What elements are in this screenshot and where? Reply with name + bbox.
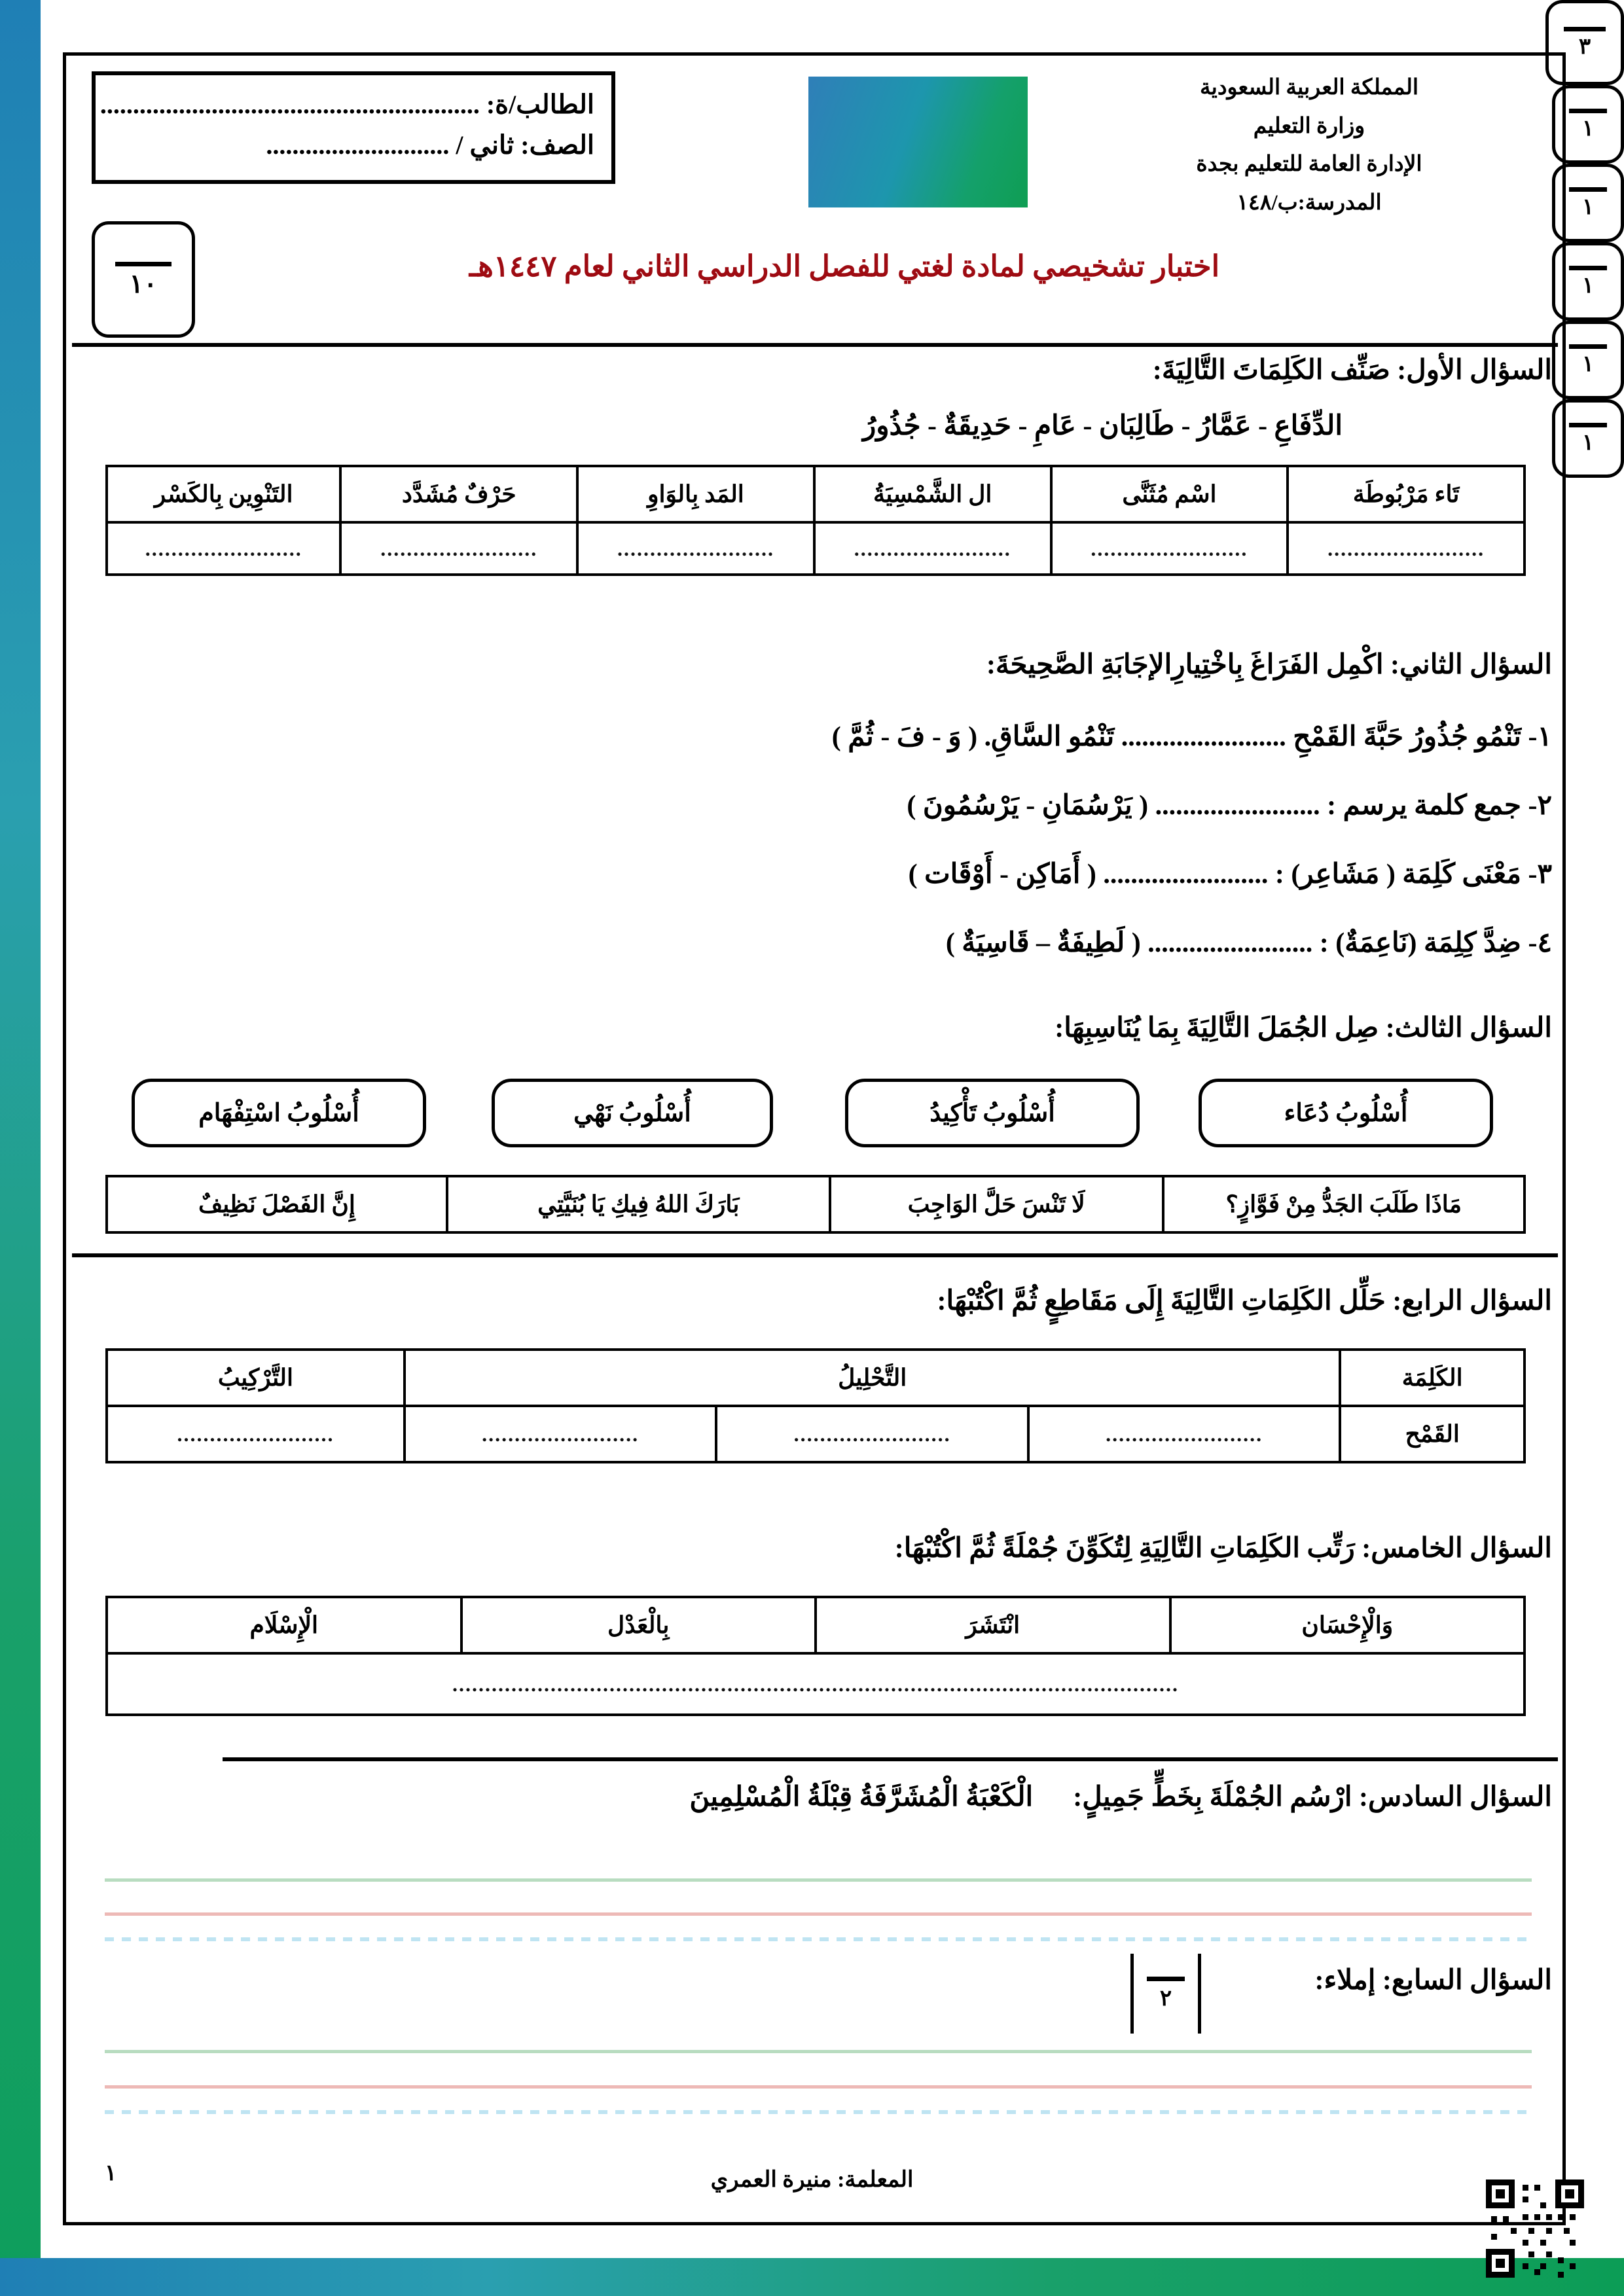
title-underline <box>72 343 1558 347</box>
sentence-answer-row[interactable] <box>107 1653 1525 1715</box>
answer-cell-shadda[interactable]: ........................ <box>340 522 577 575</box>
synthesis-answer-cell[interactable]: ........................ <box>107 1406 405 1462</box>
ministry-line-admin: الإدارة العامة للتعليم بجدة <box>1196 152 1422 177</box>
question-5-score-value: ١ <box>1581 351 1595 376</box>
answer-cell-tanween-kasr[interactable]: ........................ <box>107 522 340 575</box>
style-option-istifham[interactable]: أُسْلُوبُ اسْتِفْهَام <box>132 1079 426 1147</box>
score-divider-line <box>1564 27 1606 31</box>
scrambled-word-4[interactable]: الْإِسْلَام <box>107 1597 461 1653</box>
question-6-separator <box>223 1757 1558 1761</box>
score-divider-line <box>1569 266 1607 270</box>
question-1-score-value: ٣ <box>1578 34 1591 59</box>
score-divider-line <box>1147 1977 1185 1981</box>
handwriting-guide-line-green-1 <box>105 1878 1532 1882</box>
column-header-al-shamsiya: ال الشَّمْسِيَةُ <box>814 466 1051 522</box>
footer-page-number: ١ <box>105 2161 117 2185</box>
analysis-word-value: القَمْح <box>1340 1406 1525 1462</box>
question-7-score-value: ٢ <box>1159 1986 1172 2011</box>
style-option-duaa[interactable]: أُسْلُوبُ دُعَاء <box>1199 1079 1493 1147</box>
ministry-line-school: المدرسة:ب/١٤٨ <box>1236 191 1382 215</box>
question-6-score-value: ١ <box>1581 430 1595 455</box>
scrambled-word-2[interactable]: انْتَشَرَ <box>816 1597 1170 1653</box>
column-header-analysis: التَّحْلِيلُ <box>405 1350 1341 1406</box>
sentence-cell-question[interactable]: مَاذَا طَلَبَ الجَدُّ مِنْ فَوَّازٍ؟ <box>1163 1176 1525 1232</box>
sentence-row <box>107 1176 1525 1232</box>
total-score-value: ١٠ <box>129 268 158 298</box>
question-6-sentence: الْكَعْبَةُ الْمُشَرَّفَةُ قِبْلَةُ الْمُسْلِمِينَ <box>689 1782 1034 1812</box>
handwriting-guide-line-dashed-2 <box>105 2110 1532 2114</box>
question-3-score-value: ١ <box>1581 194 1595 219</box>
column-header-word: الكَلِمَة <box>1340 1350 1525 1406</box>
sentence-cell-prayer[interactable]: بَارَكَ اللهُ فِيكِ يَا بُنَيَّتِي <box>447 1176 830 1232</box>
column-header-tanween-kasr: التَنْوِين بِالكَسْر <box>107 466 340 522</box>
scrambled-word-1[interactable]: وَالْإِحْسَان <box>1170 1597 1525 1653</box>
question-2-item-4[interactable]: ٤- ضِدَّ كِلِمَة (نَاعِمَةٌ) : ........................ ( لَطِيفَةٌ – قَاسِيَةٌ ) <box>945 928 1552 958</box>
question-1-classify-table[interactable] <box>105 465 1526 576</box>
question-3-sentences-table[interactable] <box>105 1175 1526 1234</box>
footer-teacher-name: المعلمة: منيرة العمري <box>710 2168 914 2192</box>
scrambled-word-3[interactable]: بِالْعَدْل <box>461 1597 816 1653</box>
handwriting-guide-line-pink-1 <box>105 1912 1532 1916</box>
column-header-synthesis: التَّرْكِيبُ <box>107 1350 405 1406</box>
question-7-heading: السؤال السابع: إملاء: <box>1314 1965 1552 1996</box>
sentence-cell-emphasis[interactable]: إِنَّ الفَصْلَ نَظِيفٌ <box>107 1176 447 1232</box>
table-answer-row[interactable] <box>107 1406 1525 1462</box>
sentence-cell-negation[interactable]: لَا تَنْسَ حَلَّ الوَاجِبَ <box>830 1176 1163 1232</box>
analysis-syllable-cell-3[interactable]: ........................ <box>405 1406 717 1462</box>
qr-code[interactable] <box>1486 2179 1584 2278</box>
student-class-field[interactable]: الصف: ثاني / ............................ <box>266 130 594 160</box>
ministry-logo <box>808 77 1028 207</box>
question-5-answer-cell[interactable]: ............................................................................................................... <box>107 1653 1525 1715</box>
question-2-item-3[interactable]: ٣- مَعْنَى كَلِمَة ( مَشَاعِر) : ........................ ( أَمَاكِن - أَوْقَات ) <box>908 859 1552 889</box>
handwriting-guide-line-green-2 <box>105 2050 1532 2053</box>
score-divider-line <box>1569 187 1607 192</box>
style-option-tawkid[interactable]: أُسْلُوبُ تَأْكِيدُ <box>845 1079 1140 1147</box>
scrambled-words-row <box>107 1597 1525 1653</box>
question-5-heading: السؤال الخامس: رَتِّب الكَلِمَاتِ التَّالِيَةِ لِتُكَوِّنَ جُمْلَةً ثُمَّ اكْتُبْهَا: <box>894 1534 1552 1564</box>
score-divider-line <box>1569 109 1607 113</box>
question-4-heading: السؤال الرابع: حَلِّل الكَلِمَاتِ التَّالِيَةَ إِلَى مَقَاطِعٍ ثُمَّ اكْتُبْهَا: <box>937 1286 1552 1316</box>
column-header-madd-waw: المَد بِالوَاوِ <box>577 466 814 522</box>
ministry-heading <box>1106 69 1512 223</box>
question-1-heading: السؤال الأول: صَنِّف الكَلِمَاتَ التَّالِيَةَ: <box>1152 355 1552 386</box>
question-2-heading: السؤال الثاني: اكْمِل الفَرَاغَ بِاخْتِيارِالإجَابَةِ الصَّحِيحَةَ: <box>986 650 1552 680</box>
exam-title: اختبار تشخيصي لمادة لغتي للفصل الدراسي الثاني لعام ١٤٤٧هـ <box>469 250 1220 283</box>
handwriting-guide-line-pink-2 <box>105 2085 1532 2089</box>
score-divider-line <box>1569 423 1607 427</box>
table-header-row <box>107 1350 1525 1406</box>
question-2-score-value: ١ <box>1581 116 1595 141</box>
handwriting-guide-line-dashed-1 <box>105 1937 1532 1941</box>
answer-cell-dual-noun[interactable]: ........................ <box>1051 522 1288 575</box>
analysis-syllable-cell-1[interactable]: ........................ <box>1028 1406 1341 1462</box>
question-7-score-box[interactable] <box>1130 1954 1201 2034</box>
column-header-dual-noun: اسْم مُثَنَّى <box>1051 466 1288 522</box>
page-edge-gradient-bottom <box>0 2258 1624 2296</box>
ministry-line-ministry: وزارة التعليم <box>1253 114 1365 138</box>
question-2-item-2[interactable]: ٢- جمع كلمة يرسم : ........................ ( يَرْسُمَانِ - يَرْسُمُونَ ) <box>907 791 1552 821</box>
document-header <box>72 62 1558 232</box>
score-divider-line <box>115 262 171 266</box>
table-header-row <box>107 466 1525 522</box>
student-info-box <box>92 71 615 184</box>
total-score-box[interactable] <box>92 221 195 338</box>
question-4-score-value: ١ <box>1581 273 1595 298</box>
answer-cell-taa-marbuta[interactable]: ........................ <box>1288 522 1525 575</box>
question-3-heading: السؤال الثالث: صِل الجُمَلَ التَّالِيَةَ بِمَا يُنَاسِبِهَا: <box>1055 1013 1552 1043</box>
question-4-separator <box>72 1253 1558 1257</box>
table-answer-row[interactable] <box>107 522 1525 575</box>
question-1-word-bank: الدِّفَاعِ - عَمَّارُ - طَالِبَان - عَامِ - حَدِيقَةٌ - جُذُورُ <box>862 411 1343 441</box>
column-header-taa-marbuta: تَاء مَرْبُوطَة <box>1288 466 1525 522</box>
style-option-nahy[interactable]: أُسْلُوبُ نَهْي <box>492 1079 773 1147</box>
ministry-line-country: المملكة العربية السعودية <box>1199 76 1419 99</box>
question-2-item-1[interactable]: ١- تَنْمُو جُذُورُ حَبَّةَ القَمْحِ ........................ تَنْمُو السَّاقِ. ( وَ - فَ - ثُمَّ ) <box>831 722 1552 752</box>
question-6-heading <box>689 1780 1552 1813</box>
analysis-syllable-cell-2[interactable]: ........................ <box>716 1406 1028 1462</box>
page-edge-gradient-left <box>0 0 41 2296</box>
score-divider-line <box>1569 344 1607 349</box>
answer-cell-madd-waw[interactable]: ........................ <box>577 522 814 575</box>
column-header-shadda: حَرْفٌ مُشَدَّد <box>340 466 577 522</box>
question-4-analysis-table[interactable] <box>105 1348 1526 1463</box>
answer-cell-al-shamsiya[interactable]: ........................ <box>814 522 1051 575</box>
question-5-words-table[interactable] <box>105 1596 1526 1716</box>
student-name-field[interactable]: الطالب/ة: .......................................................... <box>99 90 594 119</box>
question-6-label: السؤال السادس: ارْسُم الجُمْلَةَ بِخَطٍّ جَمِيلٍ: <box>1073 1782 1552 1812</box>
